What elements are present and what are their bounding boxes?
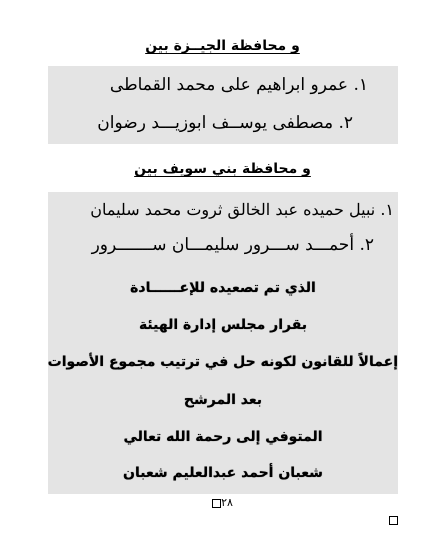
body-line: بعد المرشح xyxy=(183,392,263,408)
body-line: بقرار مجلس إدارة الهيئة xyxy=(138,317,308,333)
section2-panel xyxy=(48,192,398,494)
list-item: ١. عمرو ابراهيم على محمد القماطى xyxy=(109,75,368,95)
body-line: الذي تم تصعيده للإعــــــادة xyxy=(130,280,316,296)
section1-heading: و محافظة الجيــزة بين xyxy=(145,38,300,54)
page-number: ٢٨ xyxy=(0,496,445,509)
list-item: ٢. مصطفى يوســف ابوزيـــد رضوان xyxy=(97,113,353,133)
box-icon xyxy=(212,499,221,508)
list-item: ١. نبيل حميده عبد الخالق ثروت محمد سليمان xyxy=(90,200,394,219)
body-line: شعبان أحمد عبدالعليم شعبان xyxy=(123,465,323,481)
list-item: ٢. أحمـــد ســـرور سليمـــان ســـــــرور xyxy=(91,235,374,255)
body-line: إعمالاً للقانون لكونه حل في ترتيب مجموع الأصوات xyxy=(47,354,398,370)
section2-heading: و محافظة بني سويف بين xyxy=(134,161,311,177)
square-icon xyxy=(389,516,398,525)
body-line: المتوفي إلى رحمة الله تعالي xyxy=(123,429,323,445)
section1-panel xyxy=(48,66,398,144)
